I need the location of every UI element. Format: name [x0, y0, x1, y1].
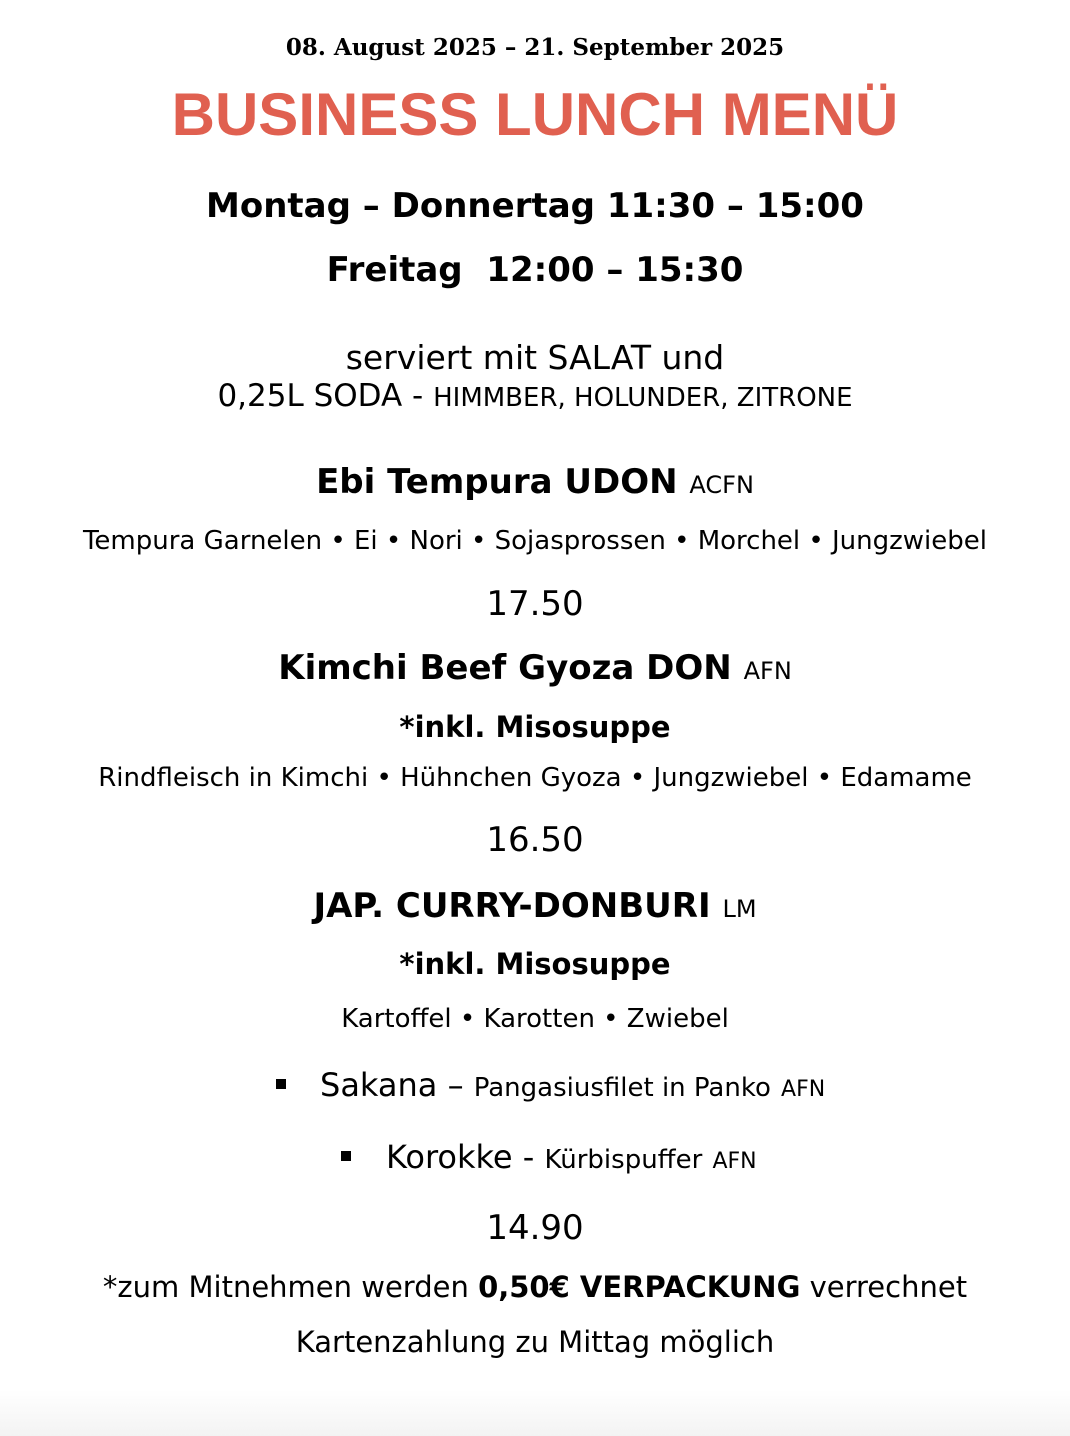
takeaway-note [0, 1270, 1070, 1304]
soda-flavors: HIMMBER, HOLUNDER, ZITRONE [433, 383, 853, 413]
square-bullet-icon [276, 1079, 286, 1089]
hours-friday: Freitag 12:00 – 15:30 [326, 250, 744, 290]
option-allergens: AFN [781, 1077, 826, 1102]
dish-ingredients: Rindfleisch in Kimchi • Hühnchen Gyoza • Jungzwiebel • Edamame [98, 763, 972, 793]
page-title: BUSINESS LUNCH MENÜ [171, 81, 899, 148]
option-separator: - [512, 1138, 545, 1176]
dish-note: *inkl. Misosuppe [399, 710, 671, 744]
dish-note: *inkl. Misosuppe [399, 947, 671, 981]
dish-option [320, 1066, 825, 1104]
square-bullet-icon [341, 1151, 351, 1161]
date-range: 08. August 2025 – 21. September 2025 [285, 34, 785, 61]
card-payment-note: Kartenzahlung zu Mittag möglich [295, 1325, 775, 1359]
page-bottom-shade [0, 1390, 1070, 1436]
dish-name: JAP. CURRY-DONBURI [313, 886, 711, 926]
soda-label: 0,25L SODA - [217, 378, 434, 414]
dish-allergens: ACFN [689, 471, 754, 499]
option-name: Sakana [320, 1066, 438, 1104]
dish-ingredients: Kartoffel • Karotten • Zwiebel [341, 1004, 729, 1034]
dish-price: 16.50 [486, 820, 584, 860]
option-separator: – [437, 1066, 474, 1104]
packaging-fee: 0,50€ VERPACKUNG [478, 1270, 801, 1304]
dish-title [0, 462, 1070, 502]
option-desc: Pangasiusfilet in Panko [473, 1073, 771, 1103]
dish-price: 14.90 [486, 1208, 584, 1248]
option-allergens: AFN [712, 1149, 757, 1174]
served-with-salad: serviert mit SALAT und [345, 338, 725, 377]
takeaway-prefix: *zum Mitnehmen werden [102, 1270, 479, 1304]
served-with-soda [0, 378, 1070, 414]
dish-option [386, 1138, 757, 1176]
dish-ingredients: Tempura Garnelen • Ei • Nori • Sojasprossen • Morchel • Jungzwiebel [82, 526, 988, 556]
dish-allergens: AFN [743, 657, 792, 685]
option-name: Korokke [386, 1138, 513, 1176]
dish-allergens: LM [722, 895, 757, 923]
option-desc: Kürbispuffer [544, 1145, 703, 1175]
dish-title [0, 648, 1070, 688]
dish-name: Kimchi Beef Gyoza DON [278, 648, 732, 688]
takeaway-suffix: verrechnet [800, 1270, 968, 1304]
hours-weekdays: Montag – Donnertag 11:30 – 15:00 [206, 186, 864, 226]
dish-price: 17.50 [486, 584, 584, 624]
dish-name: Ebi Tempura UDON [316, 462, 678, 502]
dish-title [0, 886, 1070, 926]
